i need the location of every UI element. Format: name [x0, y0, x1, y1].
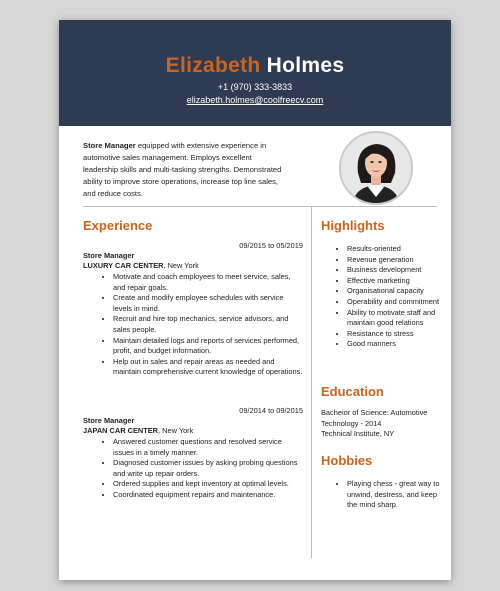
highlights-heading: Highlights: [321, 218, 385, 233]
profile-summary: [83, 140, 288, 200]
job-dates: 09/2014 to 09/2015: [239, 406, 303, 415]
job-duty: • Help out in sales and repair areas as needed and maintain comprehensive current knowledge of operations.: [113, 357, 303, 378]
education-institution: Technical Institute, NY: [321, 429, 395, 439]
highlight-item: • Revenue generation: [347, 255, 441, 266]
first-name: Elizabeth: [165, 54, 261, 77]
job-role: Store Manager: [83, 416, 135, 425]
highlight-item: • Resistance to stress: [347, 329, 441, 340]
job-duty: • Diagnosed customer issues by asking probing questions and write up repair orders.: [113, 458, 303, 479]
portrait-image: [341, 133, 411, 203]
job-duty: • Motivate and coach employees to meet service, sales, and repair goals.: [113, 272, 303, 293]
summary-text: equipped with extensive experience in automotive sales management. Employs excellent leadership skills and multi-tasking strengths. Demonstrated ability to improve store operations, increase top line sales, and reduce costs.: [83, 141, 282, 198]
hobby-item: • Playing chess - great way to unwind, destress, and keep the mind sharp.: [347, 479, 441, 511]
job-duties: [83, 272, 303, 378]
job-duty: • Recruit and hire top mechanics, service advisors, and sales people.: [113, 314, 303, 335]
job-dates: 09/2015 to 05/2019: [239, 241, 303, 250]
highlight-item: • Business development: [347, 265, 441, 276]
horizontal-divider: [83, 206, 437, 207]
job-duty: • Create and modify employee schedules with service levels in mind.: [113, 293, 303, 314]
hobbies-heading: Hobbies: [321, 453, 373, 468]
highlight-item: • Effective marketing: [347, 276, 441, 287]
job-duty: • Ordered supplies and kept inventory at optimal levels.: [113, 479, 303, 490]
highlight-item: • Results-oriented: [347, 244, 441, 255]
phone-number: +1 (970) 333-3833: [217, 82, 293, 92]
highlights-list: [321, 244, 441, 350]
company-location: , New York: [163, 261, 199, 270]
job-entry: [83, 241, 303, 378]
job-duty: • Answered customer questions and resolved service issues in a timely manner.: [113, 437, 303, 458]
hobbies-section: [321, 479, 441, 511]
resume-header: [59, 20, 451, 126]
hobbies-list: [321, 479, 441, 511]
job-duty: • Coordinated equipment repairs and maintenance.: [113, 490, 303, 501]
job-company: [83, 261, 303, 271]
highlight-item: • Operability and commitment: [347, 297, 441, 308]
highlight-item: • Good manners: [347, 339, 441, 350]
job-duties: [83, 437, 303, 501]
job-company: [83, 426, 303, 436]
summary-title: Store Manager: [83, 141, 136, 150]
highlight-item: • Organisational capacity: [347, 286, 441, 297]
profile-photo: [339, 131, 413, 205]
highlights-section: [321, 244, 441, 350]
education-degree: Bacheior of Science: Automotive Technology - 2014: [321, 408, 428, 428]
company-name: LUXURY CAR CENTER: [83, 261, 164, 270]
job-duty: • Maintain detailed logs and reports of services performed, profit, and budget information.: [113, 336, 303, 357]
job-role: Store Manager: [83, 251, 135, 260]
column-divider: [311, 206, 312, 558]
company-location: , New York: [158, 426, 194, 435]
highlight-item: • Ability to motivate staff and maintain good relations: [347, 308, 441, 329]
full-name: [59, 54, 451, 78]
education-section: [321, 408, 441, 440]
last-name: Holmes: [266, 54, 345, 77]
resume-page: [59, 20, 451, 580]
company-name: JAPAN CAR CENTER: [83, 426, 159, 435]
experience-heading: Experience: [83, 218, 153, 233]
email-link[interactable]: elizabeth.holmes@coolfreecv.com: [186, 95, 324, 105]
education-heading: Education: [321, 384, 384, 399]
job-entry: [83, 406, 303, 501]
